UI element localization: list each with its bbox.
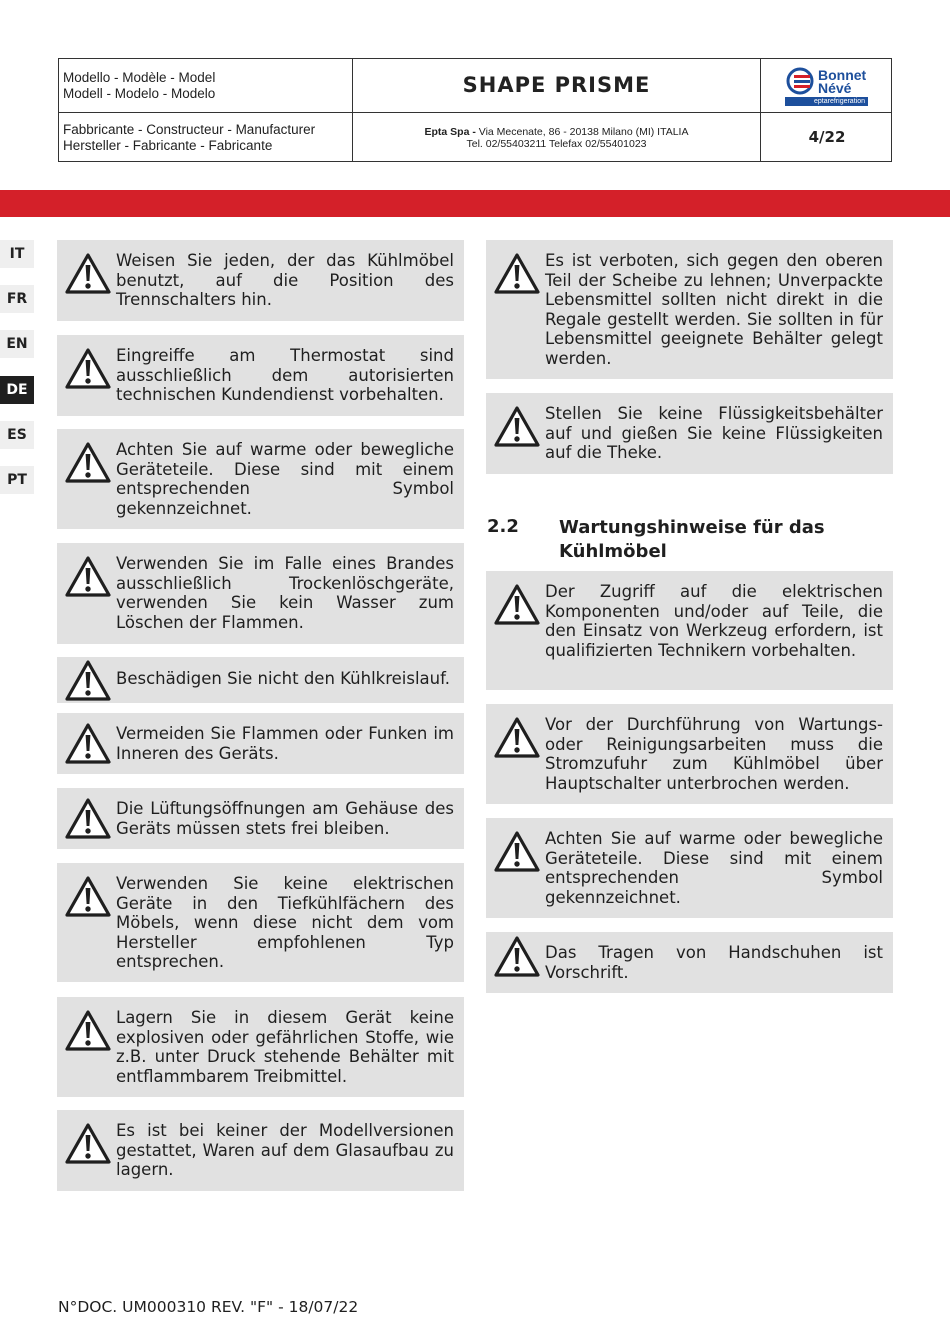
brand-logo [763, 65, 891, 107]
warning-icon [65, 252, 111, 294]
warning-icon [494, 252, 540, 294]
warning-icon [65, 347, 111, 389]
warning-icon [494, 935, 540, 977]
warning-icon [65, 441, 111, 483]
warning-box: Achten Sie auf warme oder bewegliche Geräteteile. Diese sind mit einem entsprechenden Symbol gekennzeichnet. [486, 818, 893, 918]
model-label: Modello - Modèle - Model Modell - Modelo - Modelo [63, 70, 216, 101]
logo-mark-icon [785, 66, 815, 96]
warning-box: Lagern Sie in diesem Gerät keine explosiven oder gefährlichen Stoffe, wie z.B. unter Druck stehende Behälter mit entflammbarem Treibmittel. [57, 997, 464, 1097]
document-header [58, 58, 892, 162]
warning-icon [65, 722, 111, 764]
warning-box: Vor der Durchführung von Wartungs- oder Reinigungsarbeiten muss die Stromzufuhr zum Kühlmöbel über Hauptschalter unterbrochen werden. [486, 704, 893, 804]
warning-icon [65, 659, 111, 701]
lang-tab-es[interactable]: ES [0, 421, 34, 449]
warning-box: Es ist verboten, sich gegen den oberen Teil der Scheibe zu lehnen; Unverpackte Lebensmittel sollten nicht direkt in die Regale gestellt werden. Sie sollten in für Lebensmittel geeignete Behälter gelegt werden. [486, 240, 893, 379]
warning-box: Weisen Sie jeden, der das Kühlmöbel benutzt, auf die Position des Trennschalters hin. [57, 240, 464, 321]
lang-tab-fr[interactable]: FR [0, 285, 34, 313]
document-footer: N°DOC. UM000310 REV. "F" - 18/07/22 [58, 1298, 359, 1316]
warning-box: Verwenden Sie im Falle eines Brandes ausschließlich Trockenlöschgeräte, verwenden Sie kein Wasser zum Löschen der Flammen. [57, 543, 464, 644]
manufacturer-label: Fabbricante - Constructeur - Manufacturer Hersteller - Fabricante - Fabricante [63, 122, 316, 153]
warning-box: Verwenden Sie keine elektrischen Geräte in den Tiefkühlfächern des Möbels, wenn diese nicht dem vom Hersteller empfohlenen Typ entsprechen. [57, 863, 464, 982]
section-title: Wartungshinweise für das Kühlmöbel [559, 517, 825, 562]
warning-box: Der Zugriff auf die elektrischen Komponenten und/oder auf Teile, die den Einsatz von Werkzeug erfordern, ist qualifizierten Technikern vorbehalten. [486, 571, 893, 690]
warning-box: Die Lüftungsöffnungen am Gehäuse des Geräts müssen stets frei bleiben. [57, 788, 464, 849]
lang-tab-en[interactable]: EN [0, 330, 34, 358]
warning-box: Beschädigen Sie nicht den Kühlkreislauf. [57, 657, 464, 703]
lang-tab-pt[interactable]: PT [0, 466, 34, 494]
lang-tab-de[interactable]: DE [0, 376, 34, 404]
warning-icon [494, 716, 540, 758]
warning-box: Achten Sie auf warme oder bewegliche Geräteteile. Diese sind mit einem entsprechenden Symbol gekennzeichnet. [57, 429, 464, 529]
warning-icon [65, 875, 111, 917]
warning-box: Eingreiffe am Thermostat sind ausschließlich dem autorisierten technischen Kundendienst vorbehalten. [57, 335, 464, 416]
document-title: SHAPE PRISME [462, 73, 651, 97]
manufacturer-info: Epta Spa - Via Mecenate, 86 - 20138 Milano (MI) ITALIA Tel. 02/55403211 Telefax 02/55401023 [424, 126, 689, 150]
logo-subline: eptarefrigeration [785, 97, 868, 106]
warning-box: Vermeiden Sie Flammen oder Funken im Inneren des Geräts. [57, 713, 464, 774]
warning-box: Es ist bei keiner der Modellversionen gestattet, Waren auf dem Glasaufbau zu lagern. [57, 1110, 464, 1191]
lang-tab-it[interactable]: IT [0, 240, 34, 268]
warning-icon [494, 583, 540, 625]
warning-icon [65, 797, 111, 839]
logo-line-1: Bonnet [818, 67, 867, 83]
warning-icon [65, 1009, 111, 1051]
logo-line-2: Névé [818, 80, 852, 96]
warning-box: Das Tragen von Handschuhen ist Vorschrift. [486, 932, 893, 993]
warning-icon [65, 555, 111, 597]
warning-box: Stellen Sie keine Flüssigkeitsbehälter auf und gießen Sie keine Flüssigkeiten auf die Theke. [486, 393, 893, 474]
red-band [0, 190, 950, 217]
warning-icon [494, 405, 540, 447]
warning-icon [494, 830, 540, 872]
warning-icon [65, 1122, 111, 1164]
page-number: 4/22 [808, 128, 846, 146]
section-number: 2.2 [487, 516, 519, 537]
